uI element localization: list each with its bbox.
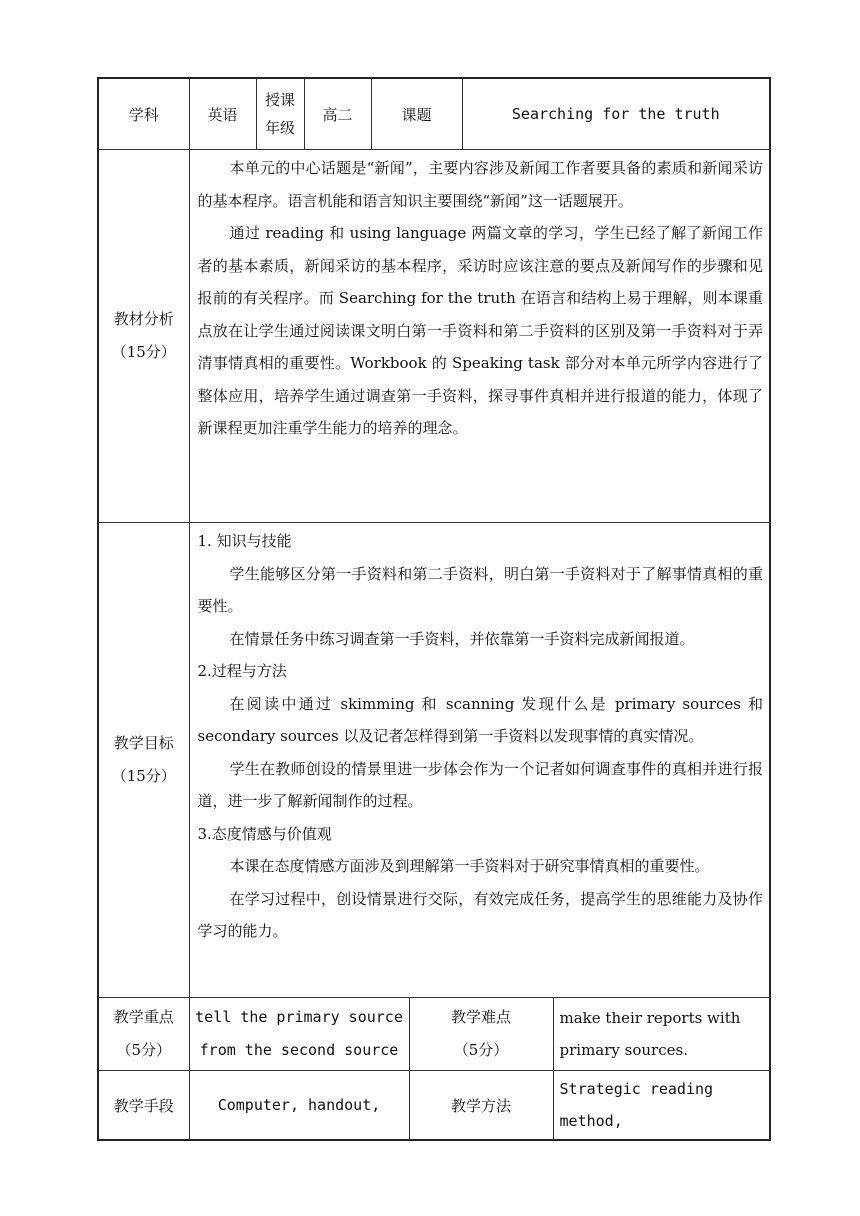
key-points-value: tell the primary source from the second source bbox=[189, 998, 409, 1071]
means-label: 教学手段 bbox=[98, 1071, 189, 1141]
objective-heading: 3.态度情感与价值观 bbox=[197, 824, 332, 843]
method-label: 教学方法 bbox=[409, 1071, 553, 1141]
topic-value: Searching for the truth bbox=[462, 78, 770, 150]
grade-value: 高二 bbox=[304, 78, 371, 150]
objective-paragraph: 在阅读中通过 skimming 和 scanning 发现什么是 primary sources 和 secondary sources 以及记者怎样得到第一手资料以发现事情的真实情况。 bbox=[197, 694, 764, 745]
method-value: Strategic reading method, bbox=[553, 1071, 770, 1141]
objective-paragraph: 在学习过程中，创设情景进行交际，有效完成任务，提高学生的思维能力及协作学习的能力。 bbox=[197, 889, 764, 940]
objectives-row bbox=[98, 523, 770, 998]
analysis-content bbox=[189, 150, 770, 523]
objectives-label: 教学目标 （15分） bbox=[98, 523, 189, 998]
analysis-paragraph: 通过 reading 和 using language 两篇文章的学习，学生已经了解了新闻工作者的基本素质，新闻采访的基本程序，采访时应该注意的要点及新闻写作的步骤和见报前的有关程序。而 Searching for the truth 在语言和结构上易于理解，则本课重点放在让学生通过阅读课文明白第一手资料和第二手资料的区别及第一手资料对于弄清事情真相的重要性。Workbook 的 Speaking task 部分对本单元所学内容进行了整体应用，培养学生通过调查第一手资料，探寻事件真相并进行报道的能力，体现了新课程更加注重学生能力的培养的理念。 bbox=[197, 224, 764, 437]
key-points-row bbox=[98, 998, 770, 1071]
objective-heading: 1. 知识与技能 bbox=[197, 532, 292, 550]
analysis-row bbox=[98, 150, 770, 523]
difficulty-value: make their reports with primary sources. bbox=[553, 998, 770, 1071]
objective-paragraph: 在情景任务中练习调查第一手资料，并依靠第一手资料完成新闻报道。 bbox=[229, 629, 695, 648]
objective-paragraph: 本课在态度情感方面涉及到理解第一手资料对于研究事情真相的重要性。 bbox=[229, 857, 710, 875]
means-row bbox=[98, 1071, 770, 1141]
key-points-label: 教学重点 （5分） bbox=[98, 998, 189, 1071]
analysis-label: 教材分析 （15分） bbox=[98, 150, 189, 523]
subject-label: 学科 bbox=[98, 78, 189, 150]
objective-paragraph: 学生在教师创设的情景里进一步体会作为一个记者如何调查事件的真相并进行报道，进一步了解新闻制作的过程。 bbox=[197, 759, 764, 810]
topic-label: 课题 bbox=[371, 78, 462, 150]
objective-heading: 2.过程与方法 bbox=[197, 662, 287, 680]
objectives-content bbox=[189, 523, 770, 998]
means-value: Computer, handout, bbox=[189, 1071, 409, 1141]
lesson-plan-table bbox=[97, 77, 771, 1141]
grade-label: 授课 年级 bbox=[256, 78, 304, 150]
subject-value: 英语 bbox=[189, 78, 256, 150]
analysis-paragraph: 本单元的中心话题是“新闻”，主要内容涉及新闻工作者要具备的素质和新闻采访的基本程序。语言机能和语言知识主要围绕“新闻”这一话题展开。 bbox=[197, 159, 764, 210]
difficulty-label: 教学难点 （5分） bbox=[409, 998, 553, 1071]
header-row bbox=[98, 78, 770, 150]
objective-paragraph: 学生能够区分第一手资料和第二手资料，明白第一手资料对于了解事情真相的重要性。 bbox=[197, 564, 764, 615]
